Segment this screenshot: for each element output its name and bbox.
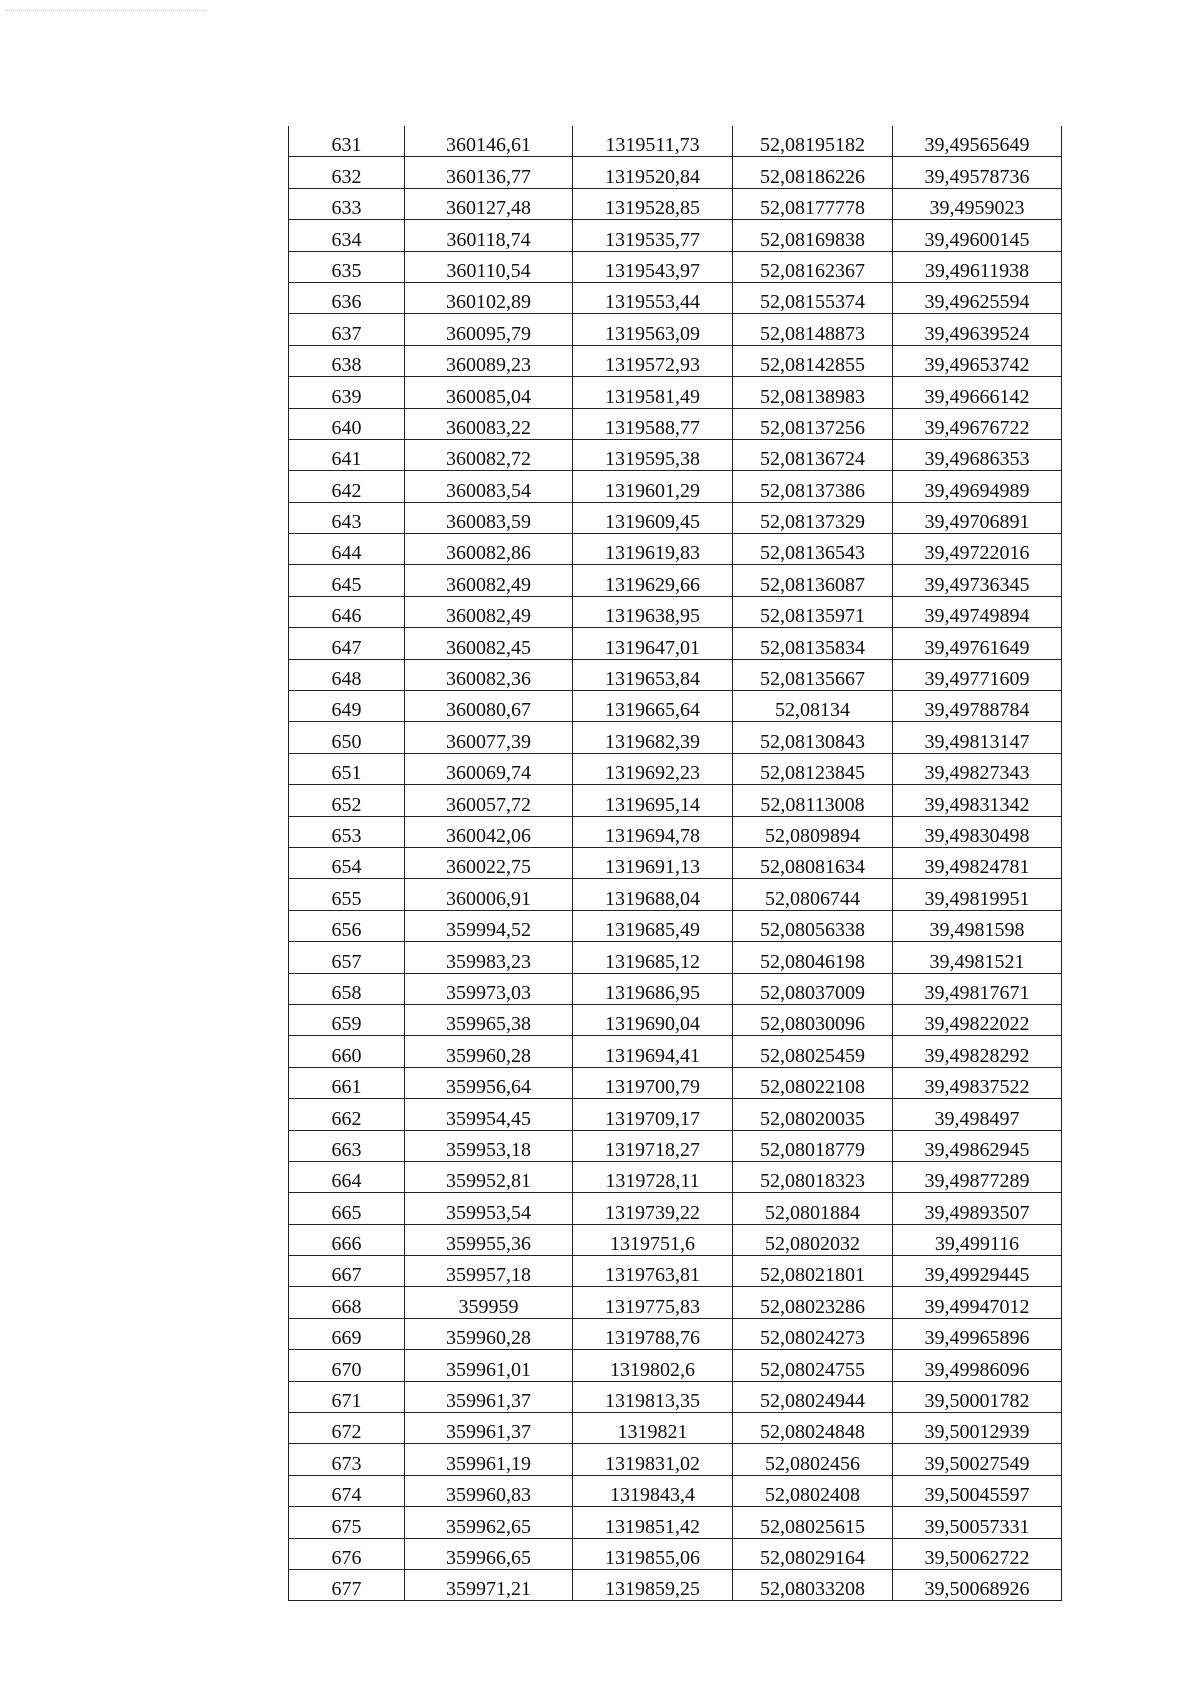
x-coordinate-cell: 359960,28 (405, 1318, 573, 1349)
x-coordinate-cell: 360069,74 (405, 753, 573, 784)
x-coordinate-cell: 359965,38 (405, 1004, 573, 1035)
latitude-cell: 52,08022108 (733, 1067, 893, 1098)
y-coordinate-cell: 1319528,85 (573, 188, 733, 219)
table-row (289, 1036, 1062, 1067)
point-number-cell: 645 (289, 565, 405, 596)
longitude-cell: 39,49822022 (893, 1004, 1062, 1035)
point-number-cell: 638 (289, 345, 405, 376)
y-coordinate-cell: 1319595,38 (573, 439, 733, 470)
x-coordinate-cell: 359973,03 (405, 973, 573, 1004)
longitude-cell: 39,498497 (893, 1099, 1062, 1130)
point-number-cell: 655 (289, 879, 405, 910)
point-number-cell: 641 (289, 439, 405, 470)
y-coordinate-cell: 1319788,76 (573, 1318, 733, 1349)
x-coordinate-cell: 359983,23 (405, 942, 573, 973)
longitude-cell: 39,50068926 (893, 1569, 1062, 1600)
latitude-cell: 52,08195182 (733, 126, 893, 157)
longitude-cell: 39,4959023 (893, 188, 1062, 219)
y-coordinate-cell: 1319718,27 (573, 1130, 733, 1161)
table-row (289, 471, 1062, 502)
latitude-cell: 52,08023286 (733, 1287, 893, 1318)
table-row (289, 1193, 1062, 1224)
x-coordinate-cell: 360095,79 (405, 314, 573, 345)
x-coordinate-cell: 360022,75 (405, 847, 573, 878)
x-coordinate-cell: 359961,37 (405, 1381, 573, 1412)
latitude-cell: 52,08030096 (733, 1004, 893, 1035)
latitude-cell: 52,08123845 (733, 753, 893, 784)
y-coordinate-cell: 1319855,06 (573, 1538, 733, 1569)
longitude-cell: 39,49565649 (893, 126, 1062, 157)
y-coordinate-cell: 1319686,95 (573, 973, 733, 1004)
latitude-cell: 52,08137329 (733, 502, 893, 533)
latitude-cell: 52,08169838 (733, 220, 893, 251)
longitude-cell: 39,49761649 (893, 628, 1062, 659)
x-coordinate-cell: 360082,49 (405, 596, 573, 627)
y-coordinate-cell: 1319685,49 (573, 910, 733, 941)
point-number-cell: 660 (289, 1036, 405, 1067)
point-number-cell: 670 (289, 1350, 405, 1381)
longitude-cell: 39,49625594 (893, 282, 1062, 313)
longitude-cell: 39,49828292 (893, 1036, 1062, 1067)
table-row (289, 1318, 1062, 1349)
y-coordinate-cell: 1319694,78 (573, 816, 733, 847)
point-number-cell: 637 (289, 314, 405, 345)
point-number-cell: 666 (289, 1224, 405, 1255)
table-row (289, 1381, 1062, 1412)
x-coordinate-cell: 359971,21 (405, 1569, 573, 1600)
point-number-cell: 650 (289, 722, 405, 753)
table-row (289, 1004, 1062, 1035)
table-row (289, 816, 1062, 847)
x-coordinate-cell: 359959 (405, 1287, 573, 1318)
y-coordinate-cell: 1319665,64 (573, 691, 733, 722)
table-row (289, 910, 1062, 941)
longitude-cell: 39,49947012 (893, 1287, 1062, 1318)
longitude-cell: 39,49837522 (893, 1067, 1062, 1098)
longitude-cell: 39,49831342 (893, 785, 1062, 816)
coordinates-table (288, 126, 1062, 1601)
longitude-cell: 39,49824781 (893, 847, 1062, 878)
x-coordinate-cell: 359960,83 (405, 1475, 573, 1506)
longitude-cell: 39,50001782 (893, 1381, 1062, 1412)
x-coordinate-cell: 359994,52 (405, 910, 573, 941)
x-coordinate-cell: 360042,06 (405, 816, 573, 847)
latitude-cell: 52,08137256 (733, 408, 893, 439)
y-coordinate-cell: 1319859,25 (573, 1569, 733, 1600)
y-coordinate-cell: 1319511,73 (573, 126, 733, 157)
x-coordinate-cell: 360006,91 (405, 879, 573, 910)
table-row (289, 753, 1062, 784)
y-coordinate-cell: 1319739,22 (573, 1193, 733, 1224)
longitude-cell: 39,49706891 (893, 502, 1062, 533)
point-number-cell: 677 (289, 1569, 405, 1600)
x-coordinate-cell: 360136,77 (405, 157, 573, 188)
table-row (289, 973, 1062, 1004)
y-coordinate-cell: 1319601,29 (573, 471, 733, 502)
point-number-cell: 673 (289, 1444, 405, 1475)
x-coordinate-cell: 360083,59 (405, 502, 573, 533)
x-coordinate-cell: 359955,36 (405, 1224, 573, 1255)
x-coordinate-cell: 359954,45 (405, 1099, 573, 1130)
y-coordinate-cell: 1319581,49 (573, 377, 733, 408)
longitude-cell: 39,49639524 (893, 314, 1062, 345)
longitude-cell: 39,49877289 (893, 1161, 1062, 1192)
y-coordinate-cell: 1319763,81 (573, 1256, 733, 1287)
longitude-cell: 39,50057331 (893, 1507, 1062, 1538)
table-row (289, 314, 1062, 345)
scan-artifact (6, 10, 206, 12)
y-coordinate-cell: 1319688,04 (573, 879, 733, 910)
table-row (289, 785, 1062, 816)
longitude-cell: 39,49686353 (893, 439, 1062, 470)
x-coordinate-cell: 360110,54 (405, 251, 573, 282)
table-row (289, 1224, 1062, 1255)
point-number-cell: 647 (289, 628, 405, 659)
latitude-cell: 52,0806744 (733, 879, 893, 910)
longitude-cell: 39,49819951 (893, 879, 1062, 910)
y-coordinate-cell: 1319609,45 (573, 502, 733, 533)
latitude-cell: 52,08136087 (733, 565, 893, 596)
point-number-cell: 633 (289, 188, 405, 219)
y-coordinate-cell: 1319653,84 (573, 659, 733, 690)
longitude-cell: 39,49676722 (893, 408, 1062, 439)
latitude-cell: 52,08024273 (733, 1318, 893, 1349)
latitude-cell: 52,08018779 (733, 1130, 893, 1161)
longitude-cell: 39,50045597 (893, 1475, 1062, 1506)
longitude-cell: 39,49653742 (893, 345, 1062, 376)
y-coordinate-cell: 1319691,13 (573, 847, 733, 878)
latitude-cell: 52,08024848 (733, 1413, 893, 1444)
latitude-cell: 52,08113008 (733, 785, 893, 816)
x-coordinate-cell: 359956,64 (405, 1067, 573, 1098)
y-coordinate-cell: 1319572,93 (573, 345, 733, 376)
table-row (289, 1507, 1062, 1538)
latitude-cell: 52,08155374 (733, 282, 893, 313)
x-coordinate-cell: 359961,37 (405, 1413, 573, 1444)
point-number-cell: 675 (289, 1507, 405, 1538)
latitude-cell: 52,08046198 (733, 942, 893, 973)
x-coordinate-cell: 360057,72 (405, 785, 573, 816)
latitude-cell: 52,08021801 (733, 1256, 893, 1287)
table-row (289, 1067, 1062, 1098)
x-coordinate-cell: 359953,18 (405, 1130, 573, 1161)
point-number-cell: 636 (289, 282, 405, 313)
y-coordinate-cell: 1319629,66 (573, 565, 733, 596)
y-coordinate-cell: 1319682,39 (573, 722, 733, 753)
latitude-cell: 52,08025615 (733, 1507, 893, 1538)
table-row (289, 502, 1062, 533)
longitude-cell: 39,49771609 (893, 659, 1062, 690)
longitude-cell: 39,49611938 (893, 251, 1062, 282)
table-row (289, 628, 1062, 659)
latitude-cell: 52,08186226 (733, 157, 893, 188)
x-coordinate-cell: 360085,04 (405, 377, 573, 408)
x-coordinate-cell: 360080,67 (405, 691, 573, 722)
longitude-cell: 39,499116 (893, 1224, 1062, 1255)
y-coordinate-cell: 1319843,4 (573, 1475, 733, 1506)
y-coordinate-cell: 1319647,01 (573, 628, 733, 659)
latitude-cell: 52,08142855 (733, 345, 893, 376)
point-number-cell: 661 (289, 1067, 405, 1098)
latitude-cell: 52,08020035 (733, 1099, 893, 1130)
latitude-cell: 52,08137386 (733, 471, 893, 502)
latitude-cell: 52,08025459 (733, 1036, 893, 1067)
x-coordinate-cell: 359962,65 (405, 1507, 573, 1538)
y-coordinate-cell: 1319543,97 (573, 251, 733, 282)
point-number-cell: 657 (289, 942, 405, 973)
x-coordinate-cell: 360082,45 (405, 628, 573, 659)
point-number-cell: 659 (289, 1004, 405, 1035)
x-coordinate-cell: 359953,54 (405, 1193, 573, 1224)
table-row (289, 942, 1062, 973)
longitude-cell: 39,49722016 (893, 534, 1062, 565)
table-row (289, 1256, 1062, 1287)
x-coordinate-cell: 360146,61 (405, 126, 573, 157)
latitude-cell: 52,08136724 (733, 439, 893, 470)
point-number-cell: 664 (289, 1161, 405, 1192)
latitude-cell: 52,08081634 (733, 847, 893, 878)
point-number-cell: 653 (289, 816, 405, 847)
point-number-cell: 654 (289, 847, 405, 878)
x-coordinate-cell: 359961,19 (405, 1444, 573, 1475)
point-number-cell: 632 (289, 157, 405, 188)
table-row (289, 157, 1062, 188)
point-number-cell: 640 (289, 408, 405, 439)
x-coordinate-cell: 360077,39 (405, 722, 573, 753)
longitude-cell: 39,50062722 (893, 1538, 1062, 1569)
table-row (289, 879, 1062, 910)
latitude-cell: 52,08148873 (733, 314, 893, 345)
latitude-cell: 52,08024755 (733, 1350, 893, 1381)
longitude-cell: 39,50012939 (893, 1413, 1062, 1444)
longitude-cell: 39,49788784 (893, 691, 1062, 722)
y-coordinate-cell: 1319831,02 (573, 1444, 733, 1475)
x-coordinate-cell: 360082,36 (405, 659, 573, 690)
table-row (289, 1161, 1062, 1192)
y-coordinate-cell: 1319851,42 (573, 1507, 733, 1538)
longitude-cell: 39,49817671 (893, 973, 1062, 1004)
latitude-cell: 52,08134 (733, 691, 893, 722)
latitude-cell: 52,08029164 (733, 1538, 893, 1569)
table-row (289, 408, 1062, 439)
point-number-cell: 635 (289, 251, 405, 282)
latitude-cell: 52,08056338 (733, 910, 893, 941)
y-coordinate-cell: 1319775,83 (573, 1287, 733, 1318)
y-coordinate-cell: 1319563,09 (573, 314, 733, 345)
table-row (289, 1444, 1062, 1475)
y-coordinate-cell: 1319700,79 (573, 1067, 733, 1098)
longitude-cell: 39,49929445 (893, 1256, 1062, 1287)
longitude-cell: 39,49965896 (893, 1318, 1062, 1349)
table-row (289, 722, 1062, 753)
latitude-cell: 52,08135971 (733, 596, 893, 627)
longitude-cell: 39,49830498 (893, 816, 1062, 847)
longitude-cell: 39,49893507 (893, 1193, 1062, 1224)
table-row (289, 1413, 1062, 1444)
point-number-cell: 652 (289, 785, 405, 816)
longitude-cell: 39,49986096 (893, 1350, 1062, 1381)
table-row (289, 345, 1062, 376)
point-number-cell: 671 (289, 1381, 405, 1412)
table-row (289, 282, 1062, 313)
x-coordinate-cell: 360118,74 (405, 220, 573, 251)
y-coordinate-cell: 1319802,6 (573, 1350, 733, 1381)
point-number-cell: 648 (289, 659, 405, 690)
point-number-cell: 644 (289, 534, 405, 565)
x-coordinate-cell: 360082,49 (405, 565, 573, 596)
y-coordinate-cell: 1319685,12 (573, 942, 733, 973)
longitude-cell: 39,49578736 (893, 157, 1062, 188)
point-number-cell: 656 (289, 910, 405, 941)
y-coordinate-cell: 1319638,95 (573, 596, 733, 627)
x-coordinate-cell: 360083,54 (405, 471, 573, 502)
longitude-cell: 39,4981521 (893, 942, 1062, 973)
point-number-cell: 649 (289, 691, 405, 722)
longitude-cell: 39,49862945 (893, 1130, 1062, 1161)
latitude-cell: 52,08135667 (733, 659, 893, 690)
point-number-cell: 674 (289, 1475, 405, 1506)
point-number-cell: 631 (289, 126, 405, 157)
y-coordinate-cell: 1319690,04 (573, 1004, 733, 1035)
latitude-cell: 52,08135834 (733, 628, 893, 659)
y-coordinate-cell: 1319520,84 (573, 157, 733, 188)
y-coordinate-cell: 1319813,35 (573, 1381, 733, 1412)
latitude-cell: 52,0802032 (733, 1224, 893, 1255)
point-number-cell: 634 (289, 220, 405, 251)
table-row (289, 1350, 1062, 1381)
table-row (289, 126, 1062, 157)
x-coordinate-cell: 360082,86 (405, 534, 573, 565)
latitude-cell: 52,0801884 (733, 1193, 893, 1224)
point-number-cell: 672 (289, 1413, 405, 1444)
point-number-cell: 646 (289, 596, 405, 627)
table-row (289, 220, 1062, 251)
table-row (289, 251, 1062, 282)
y-coordinate-cell: 1319692,23 (573, 753, 733, 784)
point-number-cell: 665 (289, 1193, 405, 1224)
x-coordinate-cell: 360102,89 (405, 282, 573, 313)
latitude-cell: 52,0802456 (733, 1444, 893, 1475)
table-row (289, 1099, 1062, 1130)
y-coordinate-cell: 1319694,41 (573, 1036, 733, 1067)
point-number-cell: 668 (289, 1287, 405, 1318)
longitude-cell: 39,49749894 (893, 596, 1062, 627)
table-row (289, 439, 1062, 470)
y-coordinate-cell: 1319535,77 (573, 220, 733, 251)
point-number-cell: 667 (289, 1256, 405, 1287)
longitude-cell: 39,49736345 (893, 565, 1062, 596)
latitude-cell: 52,08130843 (733, 722, 893, 753)
table-row (289, 1538, 1062, 1569)
point-number-cell: 669 (289, 1318, 405, 1349)
y-coordinate-cell: 1319751,6 (573, 1224, 733, 1255)
x-coordinate-cell: 359966,65 (405, 1538, 573, 1569)
longitude-cell: 39,49813147 (893, 722, 1062, 753)
table-row (289, 565, 1062, 596)
y-coordinate-cell: 1319728,11 (573, 1161, 733, 1192)
latitude-cell: 52,0809894 (733, 816, 893, 847)
point-number-cell: 639 (289, 377, 405, 408)
longitude-cell: 39,49827343 (893, 753, 1062, 784)
latitude-cell: 52,08033208 (733, 1569, 893, 1600)
point-number-cell: 662 (289, 1099, 405, 1130)
longitude-cell: 39,4981598 (893, 910, 1062, 941)
longitude-cell: 39,49666142 (893, 377, 1062, 408)
x-coordinate-cell: 359957,18 (405, 1256, 573, 1287)
x-coordinate-cell: 359960,28 (405, 1036, 573, 1067)
x-coordinate-cell: 360083,22 (405, 408, 573, 439)
table-row (289, 534, 1062, 565)
x-coordinate-cell: 360089,23 (405, 345, 573, 376)
y-coordinate-cell: 1319619,83 (573, 534, 733, 565)
table-row (289, 659, 1062, 690)
x-coordinate-cell: 360082,72 (405, 439, 573, 470)
latitude-cell: 52,08024944 (733, 1381, 893, 1412)
latitude-cell: 52,0802408 (733, 1475, 893, 1506)
x-coordinate-cell: 359952,81 (405, 1161, 573, 1192)
y-coordinate-cell: 1319709,17 (573, 1099, 733, 1130)
point-number-cell: 663 (289, 1130, 405, 1161)
latitude-cell: 52,08177778 (733, 188, 893, 219)
y-coordinate-cell: 1319821 (573, 1413, 733, 1444)
table-row (289, 1287, 1062, 1318)
latitude-cell: 52,08037009 (733, 973, 893, 1004)
point-number-cell: 658 (289, 973, 405, 1004)
latitude-cell: 52,08162367 (733, 251, 893, 282)
table-row (289, 1130, 1062, 1161)
table-row (289, 596, 1062, 627)
latitude-cell: 52,08018323 (733, 1161, 893, 1192)
table-row (289, 691, 1062, 722)
longitude-cell: 39,49694989 (893, 471, 1062, 502)
table-row (289, 1475, 1062, 1506)
point-number-cell: 676 (289, 1538, 405, 1569)
table-row (289, 377, 1062, 408)
latitude-cell: 52,08136543 (733, 534, 893, 565)
latitude-cell: 52,08138983 (733, 377, 893, 408)
x-coordinate-cell: 359961,01 (405, 1350, 573, 1381)
longitude-cell: 39,49600145 (893, 220, 1062, 251)
table-body (289, 126, 1062, 1601)
table-row (289, 1569, 1062, 1600)
y-coordinate-cell: 1319695,14 (573, 785, 733, 816)
point-number-cell: 643 (289, 502, 405, 533)
point-number-cell: 651 (289, 753, 405, 784)
point-number-cell: 642 (289, 471, 405, 502)
table-row (289, 847, 1062, 878)
longitude-cell: 39,50027549 (893, 1444, 1062, 1475)
table-row (289, 188, 1062, 219)
y-coordinate-cell: 1319553,44 (573, 282, 733, 313)
y-coordinate-cell: 1319588,77 (573, 408, 733, 439)
x-coordinate-cell: 360127,48 (405, 188, 573, 219)
